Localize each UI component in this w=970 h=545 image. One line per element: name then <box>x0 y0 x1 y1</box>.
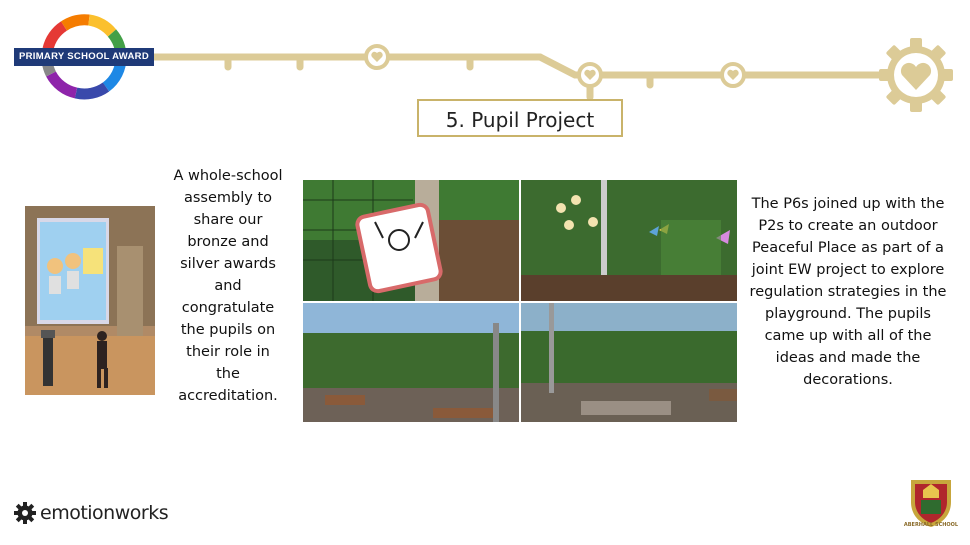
assembly-photo <box>25 206 155 395</box>
photo-garden-decorations <box>521 180 737 301</box>
milestone-heart-icon <box>366 46 388 68</box>
emotionworks-logo <box>14 500 168 526</box>
school-name: ABERHALL SCHOOL <box>903 522 959 528</box>
current-milestone-heart-icon <box>579 64 601 86</box>
milestone-heart-icon-2 <box>722 64 744 86</box>
gear-icon <box>14 502 36 524</box>
assembly-caption: A whole-school assembly to share our bronze and silver awards and congratulate the pupils on their role in the accreditation. <box>173 168 283 404</box>
award-banner: PRIMARY SCHOOL AWARD <box>14 48 154 66</box>
photo-peaceful-place <box>521 303 737 422</box>
gear-heart-icon <box>879 38 953 112</box>
project-caption: The P6s joined up with the P2s to create an outdoor Peaceful Place as part of a joint EW project to explore regulation strategies in the playground. The pupils came up with all of the ideas and made the decorations. <box>749 196 947 388</box>
page-title: 5. Pupil Project <box>417 99 623 137</box>
photo-playground-hedge <box>303 303 519 422</box>
school-crest-logo <box>905 476 957 528</box>
photo-sign-on-post <box>303 180 519 301</box>
brand-name: emotionworks <box>40 502 169 524</box>
